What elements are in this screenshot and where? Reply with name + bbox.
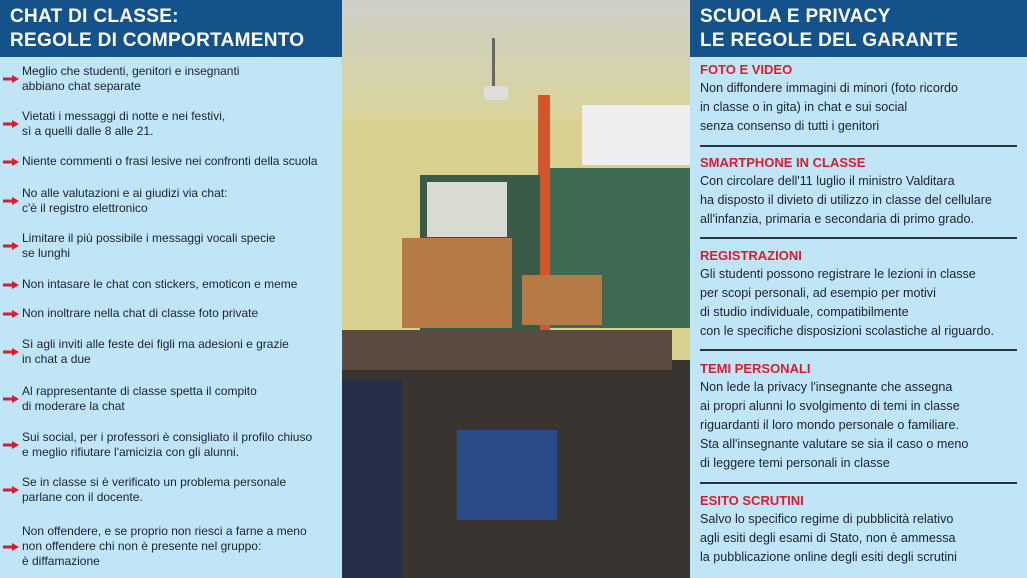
section-title: SMARTPHONE IN CLASSE — [700, 155, 866, 170]
privacy-rules-panel — [690, 0, 1027, 578]
red-arrow-icon — [0, 486, 22, 494]
section-body: Gli studenti possono registrare le lezioni in classe per scopi personali, ad esempio per motivi di studio individuale, compatibilmente con le specifiche disposizioni scolastiche al riguardo. — [700, 267, 995, 338]
section-title: ESITO SCRUTINI — [700, 493, 804, 508]
rule-item — [0, 337, 340, 367]
red-arrow-icon — [0, 75, 22, 83]
section-body: Non lede la privacy l'insegnante che assegna ai propri alunni lo svolgimento di temi in classe riguardanti il loro mondo personale o familiare. Sta all'insegnante valutare se sia il caso o meno di leggere temi personali in classe — [700, 380, 969, 470]
divider — [700, 349, 1017, 351]
privacy-section — [700, 154, 1020, 229]
divider — [700, 145, 1017, 147]
classroom-photo — [342, 0, 690, 578]
rule-item — [0, 154, 340, 169]
rule-text: Meglio che studenti, genitori e insegnanti abbiano chat separate — [22, 64, 240, 93]
section-title: REGISTRAZIONI — [700, 248, 802, 263]
privacy-section — [700, 492, 1020, 567]
chat-rules-title: CHAT DI CLASSE: REGOLE DI COMPORTAMENTO — [0, 0, 342, 57]
divider — [700, 237, 1017, 239]
red-arrow-icon — [0, 310, 22, 318]
rule-text: Non inoltrare nella chat di classe foto private — [22, 306, 259, 320]
red-arrow-icon — [0, 281, 22, 289]
rule-item — [0, 231, 340, 261]
section-title: FOTO E VIDEO — [700, 62, 793, 77]
section-body: Con circolare dell'11 luglio il ministro Valditara ha disposto il divieto di utilizzo in classe del cellulare all'infanzia, primaria e secondaria di primo grado. — [700, 174, 992, 226]
rule-item — [0, 384, 340, 414]
section-title: TEMI PERSONALI — [700, 361, 811, 376]
rule-text: No alle valutazioni e ai giudizi via chat: c'è il registro elettronico — [22, 186, 228, 215]
rule-text: Vietati i messaggi di notte e nei festivi, sì a quelli dalle 8 alle 21. — [22, 109, 226, 138]
privacy-section — [700, 247, 1020, 341]
section-body: Non diffondere immagini di minori (foto ricordo in classe o in gita) in chat e sui social senza consenso di tutti i genitori — [700, 81, 959, 133]
rule-item — [0, 524, 340, 569]
red-arrow-icon — [0, 441, 22, 449]
divider — [700, 482, 1017, 484]
rule-item — [0, 306, 340, 321]
rule-item — [0, 475, 340, 505]
rule-text: Limitare il più possibile i messaggi vocali specie se lunghi — [22, 231, 276, 260]
privacy-section — [700, 61, 1020, 136]
red-arrow-icon — [0, 158, 22, 166]
red-arrow-icon — [0, 197, 22, 205]
rule-text: Niente commenti o frasi lesive nei confronti della scuola — [22, 154, 318, 168]
rule-item — [0, 430, 340, 460]
privacy-section — [700, 360, 1020, 473]
rule-item — [0, 186, 340, 216]
rule-item — [0, 109, 340, 139]
rule-text: Sui social, per i professori è consigliato il profilo chiuso e meglio rifiutare l'amicizia con gli alunni. — [22, 430, 313, 459]
section-body: Salvo lo specifico regime di pubblicità relativo agli esiti degli esami di Stato, non è ammessa la pubblicazione online degli esiti degli scrutini — [700, 512, 957, 564]
rule-text: Non intasare le chat con stickers, emoticon e meme — [22, 277, 298, 291]
red-arrow-icon — [0, 395, 22, 403]
rule-text: Sì agli inviti alle feste dei figli ma adesioni e grazie in chat a due — [22, 337, 289, 366]
rule-item — [0, 64, 340, 94]
rule-item — [0, 277, 340, 292]
chat-rules-panel — [0, 0, 342, 578]
privacy-rules-title: SCUOLA E PRIVACY LE REGOLE DEL GARANTE — [690, 0, 1027, 57]
red-arrow-icon — [0, 348, 22, 356]
rule-text: Al rappresentante di classe spetta il compito di moderare la chat — [22, 384, 257, 413]
red-arrow-icon — [0, 242, 22, 250]
rule-text: Non offendere, e se proprio non riesci a farne a meno non offendere chi non è presente nel gruppo: è diffamazione — [22, 524, 307, 568]
rule-text: Se in classe si è verificato un problema personale parlane con il docente. — [22, 475, 287, 504]
red-arrow-icon — [0, 120, 22, 128]
red-arrow-icon — [0, 543, 22, 551]
